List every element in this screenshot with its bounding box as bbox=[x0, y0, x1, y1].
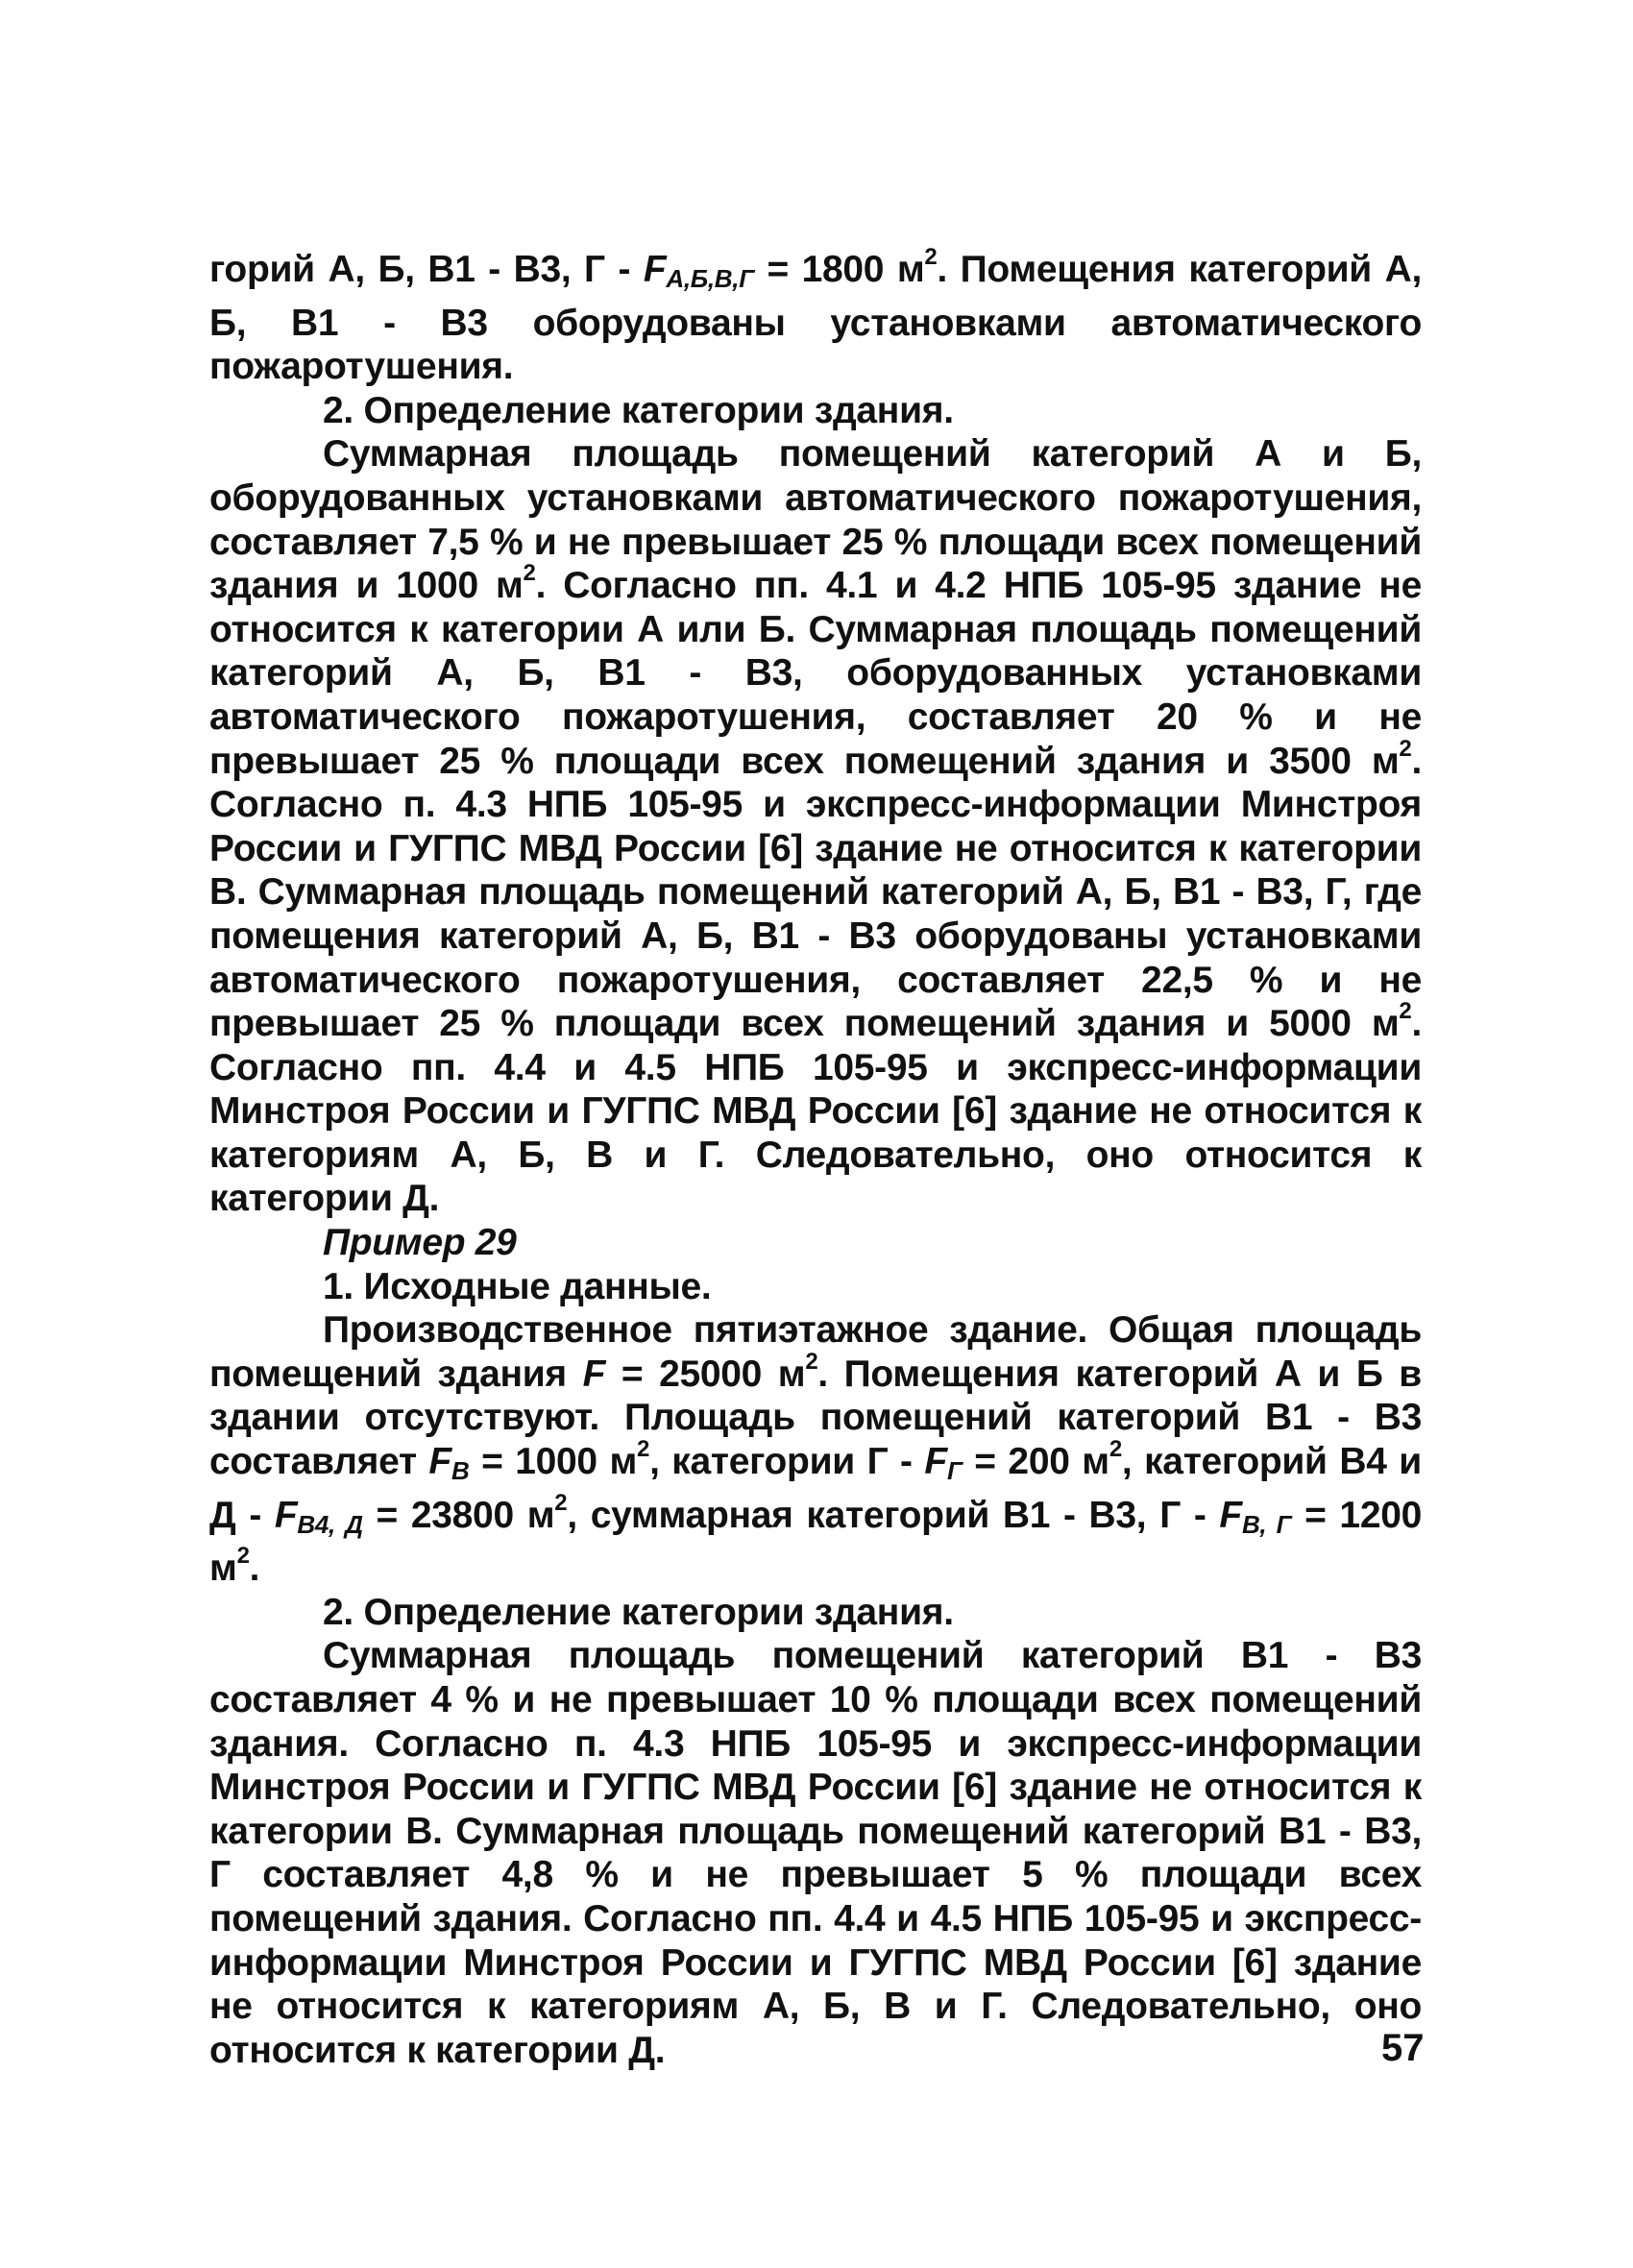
formula-variable: F bbox=[274, 1494, 298, 1536]
text-run: = 200 м bbox=[962, 1441, 1109, 1483]
formula-subscript: В, Г bbox=[1241, 1509, 1292, 1539]
example-heading: Пример 29 bbox=[323, 1222, 517, 1264]
formula-subscript: Г bbox=[946, 1456, 963, 1486]
superscript: 2 bbox=[637, 1436, 650, 1463]
superscript: 2 bbox=[236, 1543, 250, 1570]
formula-variable: F bbox=[643, 249, 667, 290]
formula-variable: F bbox=[428, 1441, 451, 1483]
superscript: 2 bbox=[805, 1348, 818, 1375]
text-run: . Помещения категорий А, Б, В1 - В3 оборудованы установками автоматического пожаротушения. bbox=[209, 249, 1422, 388]
text-run: . Согласно пп. 4.4 и 4.5 НПБ 105-95 и экспресс-информации Минстроя России и ГУГПС МВД России [6] здание не относится к категориям А, Б, В и Г. Следовательно, оно относится к категории Д. bbox=[209, 1003, 1422, 1220]
text-run: . Помещения категорий А и Б в здании отсутствуют. Площадь помещений категорий В1 - В3 составляет bbox=[209, 1353, 1422, 1483]
superscript: 2 bbox=[1399, 735, 1412, 762]
text-run: = 25000 м bbox=[605, 1353, 806, 1395]
formula-subscript: В4, Д bbox=[297, 1509, 363, 1539]
text-run: = 1800 м bbox=[753, 249, 925, 290]
superscript: 2 bbox=[554, 1489, 568, 1516]
section-step: 2. Определение категории здания. bbox=[323, 389, 954, 431]
paragraph-continuation bbox=[209, 244, 1422, 389]
text-run: . Согласно пп. 4.1 и 4.2 НПБ 105-95 здание не относится к категории А или Б. Суммарная площадь помещений категорий А, Б, В1 - В3, оборудованных установками автоматического пожаротушения, составляет 20 % и не превышает 25 % площади всех помещений здания и 3500 м bbox=[209, 565, 1422, 782]
text-run: = 1200 м bbox=[209, 1494, 1422, 1590]
superscript: 2 bbox=[924, 244, 938, 270]
formula-variable: F bbox=[924, 1441, 947, 1483]
text-run: = 1000 м bbox=[469, 1441, 638, 1483]
formula-variable: F bbox=[1219, 1494, 1242, 1536]
superscript: 2 bbox=[523, 560, 536, 587]
text-run: , категорий В4 и Д - bbox=[209, 1441, 1422, 1536]
formula-subscript: А,Б,В,Г bbox=[666, 264, 754, 293]
text-run: горий А, Б, В1 - В3, Г - bbox=[209, 249, 644, 290]
paragraph: Суммарная площадь помещений категорий В1 - В3 составляет 4 % и не превышает 10 % площади всех помещений здания. Согласно п. 4.3 НПБ 105-95 и экспресс-информации Минстроя России и ГУГПС МВД России [6] здание не относится к категории В. Суммарная площадь помещений категорий В1 - В3, Г составляет 4,8 % и не превышает 5 % площади всех помещений здания. Согласно пп. 4.4 и 4.5 НПБ 105-95 и экспресс-информации Минстроя России и ГУГПС МВД России [6] здание не относится к категориям А, Б, В и Г. Следовательно, оно относится к категории Д. bbox=[209, 1635, 1422, 2071]
paragraph bbox=[209, 1308, 1422, 1591]
text-run: . bbox=[249, 1548, 260, 1590]
text-run: , суммарная категорий В1 - В3, Г - bbox=[567, 1494, 1220, 1536]
text-run: . Согласно п. 4.3 НПБ 105-95 и экспресс-информации Минстроя России и ГУГПС МВД России [6] здание не относится к категории В. Суммарная площадь помещений категорий А, Б, В1 - В3, Г, где помещения категорий А, Б, В1 - В3 оборудованы установками автоматического пожаротушения, составляет 22,5 % и не превышает 25 % площади всех помещений здания и 5000 м bbox=[209, 740, 1422, 1045]
paragraph bbox=[209, 432, 1422, 1221]
body-text bbox=[209, 244, 1425, 2072]
section-step: 1. Исходные данные. bbox=[323, 1265, 712, 1307]
superscript: 2 bbox=[1399, 998, 1412, 1025]
page-number: 57 bbox=[1381, 2027, 1425, 2069]
text-run: , категории Г - bbox=[649, 1441, 925, 1483]
text-run: = 23800 м bbox=[362, 1494, 555, 1536]
section-step: 2. Определение категории здания. bbox=[323, 1591, 954, 1633]
superscript: 2 bbox=[1109, 1436, 1122, 1463]
formula-variable: F bbox=[582, 1353, 606, 1395]
formula-subscript: В bbox=[451, 1456, 470, 1486]
text-run: Производственное пятиэтажное здание. Общая площадь помещений здания bbox=[209, 1309, 1422, 1395]
text-run: Суммарная площадь помещений категорий А и Б, оборудованных установками автоматического пожаротушения, составляет 7,5 % и не превышает 25 % площади всех помещений здания и 1000 м bbox=[209, 433, 1422, 607]
